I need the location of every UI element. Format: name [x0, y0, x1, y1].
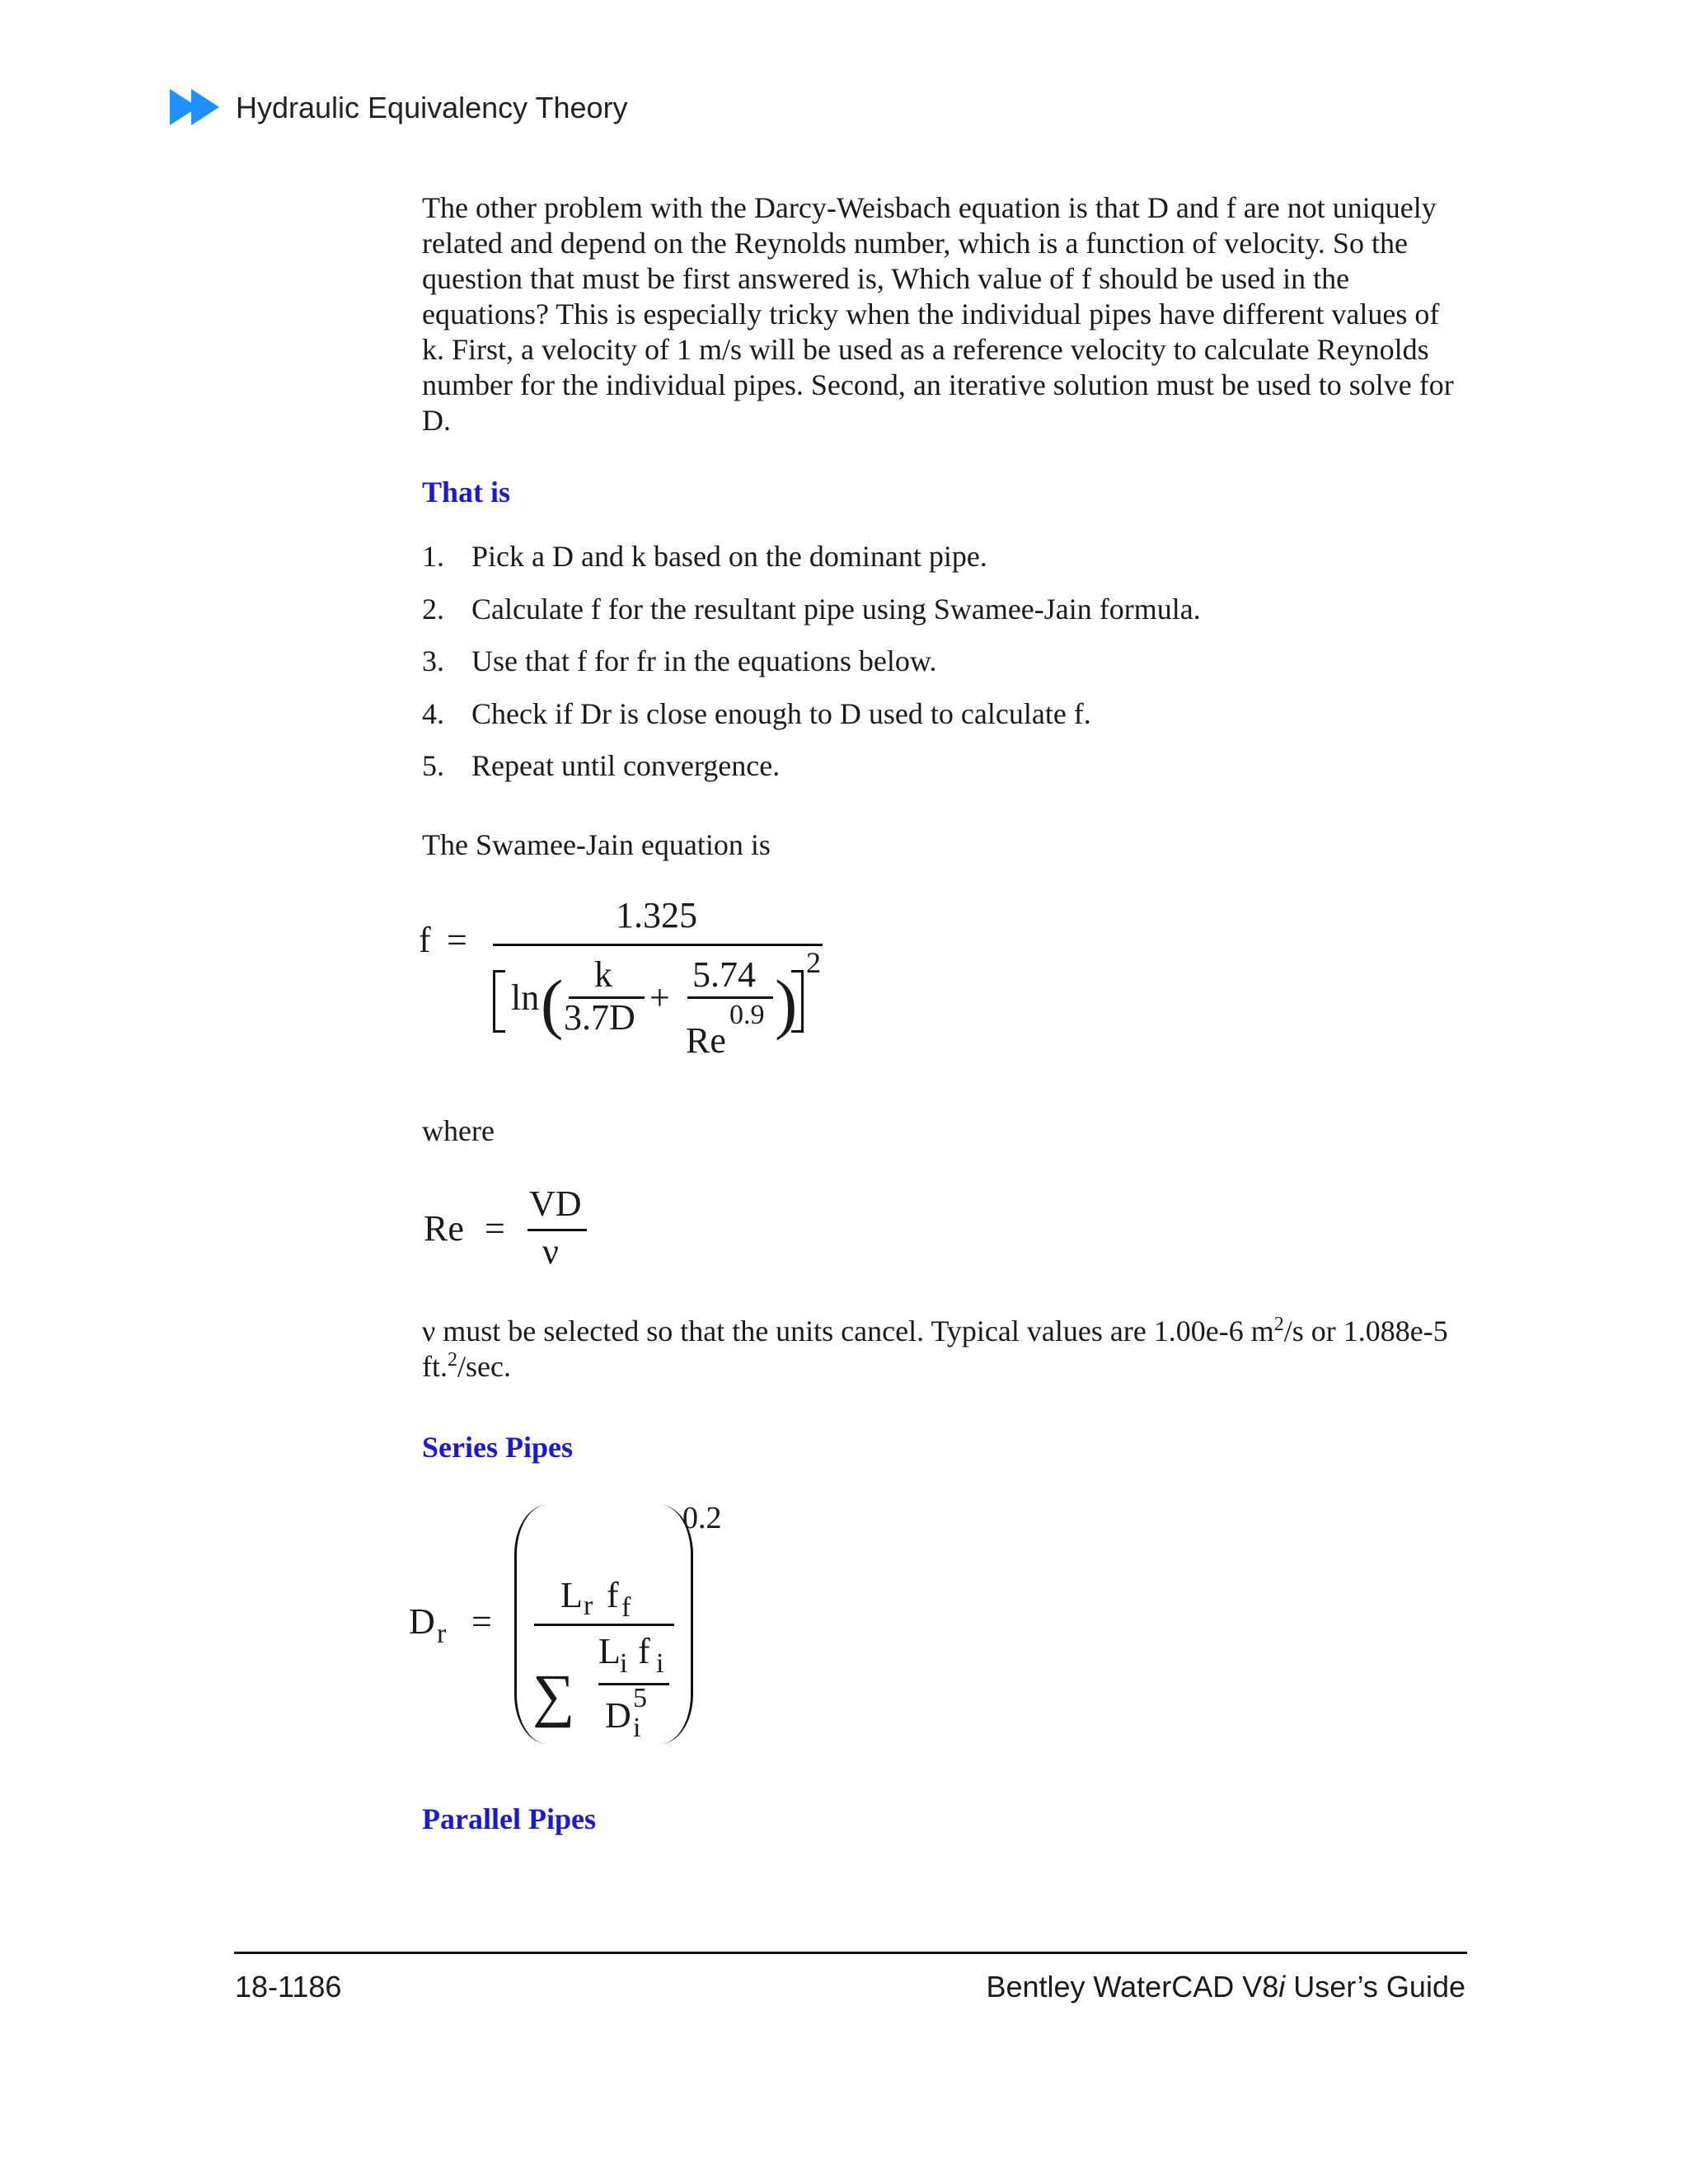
steps-list — [422, 539, 1201, 801]
footer-rule — [234, 1952, 1467, 1954]
swamee-jain-equation: f = 1.325 ln ( k 3.7D + 5.74 Re 0.9 ) 2 — [419, 895, 821, 1061]
list-item: 3. Use that f for fr in the equations below. — [422, 644, 937, 677]
page-number: 18-1186 — [235, 1970, 342, 2004]
series-pipes-equation: D r = L r f f ∑ L i f i D 5 i 0.2 — [409, 1501, 722, 1743]
header-title: Hydraulic Equivalency Theory — [236, 91, 628, 124]
where-label: where — [422, 1114, 495, 1147]
swamee-intro: The Swamee-Jain equation is — [422, 828, 771, 861]
list-item: 5. Repeat until convergence. — [422, 749, 781, 782]
heading-series-pipes: Series Pipes — [422, 1431, 573, 1464]
viscosity-paragraph: ν must be selected so that the units cancel. Typical values are 1.00e-6 $m^2/s$ or 1.088e-5 ft.$^2$/sec. — [422, 1314, 1448, 1383]
list-item: 4. Check if Dr is close enough to D used to calculate f. — [422, 696, 1091, 730]
guide-title: Bentley WaterCAD V8i User’s Guide — [986, 1970, 1465, 2004]
double-arrow-icon — [170, 89, 223, 125]
heading-that-is: That is — [422, 476, 511, 509]
heading-parallel-pipes: Parallel Pipes — [422, 1802, 596, 1835]
list-item: 2. Calculate f for the resultant pipe using Swamee-Jain formula. — [422, 592, 1201, 626]
list-item: 1. Pick a D and k based on the dominant pipe. — [422, 540, 987, 573]
intro-paragraph: The other problem with the Darcy-Weisbach equation is that D and f are not uniquely related and depend on the Reynolds number, which is a function of velocity. So the question that must be first answered is, Which value of f should be used in the equations? This is especially tricky when the individual pipes have different values of k. First, a velocity of 1 m/s will be used as a reference velocity to calculate Reynolds number for the individual pipes. Second, an iterative solution must be used to solve for D. — [422, 191, 1454, 437]
reynolds-equation: Re = VD ν — [420, 1183, 618, 1282]
